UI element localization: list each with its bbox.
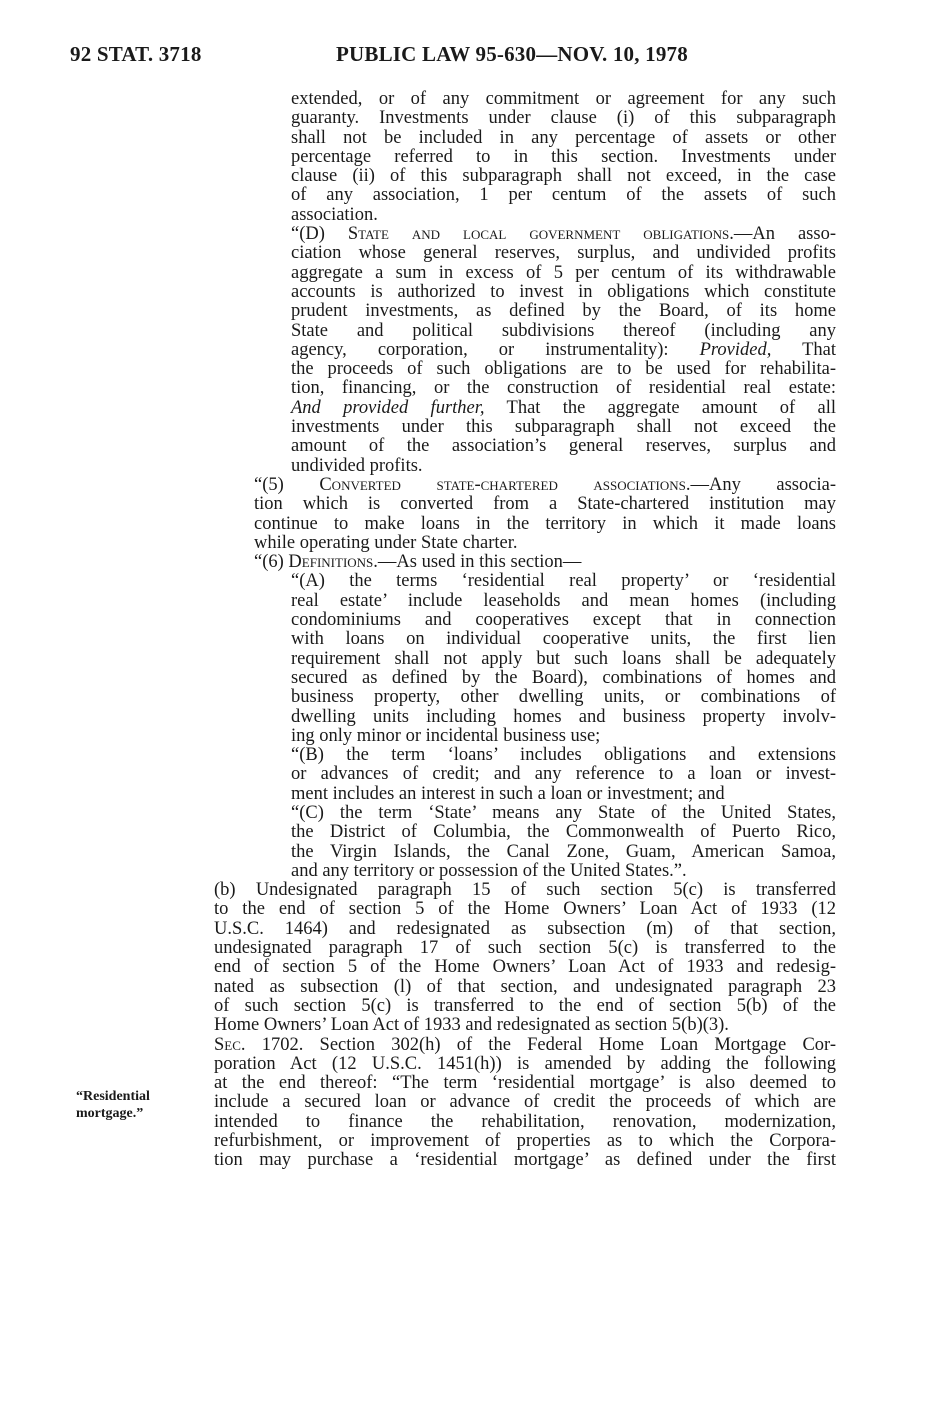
- text-line: [214, 186, 836, 205]
- text-line: [214, 978, 836, 997]
- text-line: [214, 129, 836, 148]
- margin-note-line: mortgage.”: [76, 1106, 144, 1121]
- text-line: [214, 341, 836, 360]
- section-heading: Converted state-chartered associations.: [319, 474, 691, 495]
- text-line: [214, 592, 836, 611]
- line-text: or advances of credit; and any reference to a loan or invest-: [291, 764, 836, 785]
- line-text: “(A) the terms ‘residential real property’ or ‘residential: [291, 571, 836, 592]
- line-text: prudent investments, as defined by the Board, of its home: [291, 301, 836, 322]
- line-text: (b) Undesignated paragraph 15 of such section 5(c) is transferred: [214, 880, 836, 901]
- line-text: the proceeds of such obligations are to be used for rehabilita-: [291, 359, 836, 380]
- line-text: while operating under State charter.: [254, 532, 518, 553]
- text-line: [214, 862, 836, 881]
- line-text: ing only minor or incidental business use;: [291, 725, 601, 746]
- line-text: guaranty. Investments under clause (i) of this subparagraph: [291, 108, 836, 129]
- text-line: [214, 109, 836, 128]
- line-text: tion which is converted from a State-chartered institution may: [254, 494, 836, 515]
- line-text: That the aggregate amount of all: [484, 397, 836, 418]
- text-line: [214, 708, 836, 727]
- line-text: end of section 5 of the Home Owners’ Loan Act of 1933 and redesig-: [214, 957, 836, 978]
- line-text: continue to make loans in the territory in which it made loans: [254, 513, 836, 534]
- section-heading: State and local government obligations.: [347, 224, 734, 245]
- text-line: [214, 148, 836, 167]
- text-line: [214, 360, 836, 379]
- text-line: [214, 843, 836, 862]
- line-text: —As used in this section—: [377, 552, 582, 573]
- text-line: [214, 515, 836, 534]
- line-text: Home Owners’ Loan Act of 1933 and redesignated as section 5(b)(3).: [214, 1015, 729, 1036]
- line-text: undivided profits.: [291, 455, 423, 476]
- line-text: business property, other dwelling units, or combinations of: [291, 687, 836, 708]
- text-line: [214, 958, 836, 977]
- statute-body: [214, 90, 836, 1171]
- line-text: poration Act (12 U.S.C. 1451(h)) is amended by adding the following: [214, 1053, 836, 1074]
- line-text: accounts is authorized to invest in obligations which constitute: [291, 281, 836, 302]
- text-line: [214, 534, 836, 553]
- text-line: [214, 1151, 836, 1170]
- text-line: [214, 553, 836, 572]
- text-line: [214, 437, 836, 456]
- law-title: PUBLIC LAW 95-630—NOV. 10, 1978: [336, 42, 688, 66]
- line-text: State and political subdivisions thereof (including any: [291, 320, 836, 341]
- text-line: [214, 206, 836, 225]
- line-text: requirement shall not apply but such loans shall be adequately: [291, 648, 836, 669]
- text-line: [214, 630, 836, 649]
- text-line: [214, 669, 836, 688]
- line-text: U.S.C. 1464) and redesignated as subsection (m) of that section,: [214, 918, 836, 939]
- text-line: [214, 1074, 836, 1093]
- line-text: ciation whose general reserves, surplus, and undivided profits: [291, 243, 836, 264]
- line-text: include a secured loan or advance of credit the proceeds of which are: [214, 1092, 836, 1113]
- text-line: [214, 244, 836, 263]
- line-text: condominiums and cooperatives except that in connection: [291, 610, 836, 631]
- line-prefix: “(6): [254, 552, 289, 573]
- line-text: association.: [291, 204, 378, 225]
- line-text: extended, or of any commitment or agreement for any such: [291, 89, 836, 109]
- line-prefix: agency, corporation, or instrumentality):: [291, 339, 700, 360]
- text-line: [214, 399, 836, 418]
- line-text: intended to finance the rehabilitation, renovation, modernization,: [214, 1111, 836, 1132]
- line-text: shall not be included in any percentage of assets or other: [291, 127, 836, 148]
- text-line: [214, 572, 836, 591]
- text-line: [214, 688, 836, 707]
- line-text: dwelling units including homes and business property involv-: [291, 706, 836, 727]
- line-text: nated as subsection (l) of that section, and undesignated paragraph 23: [214, 976, 836, 997]
- line-text: tion, financing, or the construction of residential real estate:: [291, 378, 836, 399]
- text-line: [214, 611, 836, 630]
- line-text: clause (ii) of this subparagraph shall not exceed, in the case: [291, 166, 836, 187]
- text-line: [214, 1016, 836, 1035]
- line-text: undesignated paragraph 17 of such section 5(c) is transferred to the: [214, 938, 836, 959]
- line-text: —An asso-: [733, 224, 836, 245]
- italic-phrase: And provided further,: [291, 397, 485, 418]
- text-line: [214, 997, 836, 1016]
- text-line: [214, 90, 836, 109]
- line-text: of any association, 1 per centum of the assets of such: [291, 185, 836, 206]
- text-line: [214, 1036, 836, 1055]
- text-line: [214, 379, 836, 398]
- line-text: investments under this subparagraph shall not exceed the: [291, 417, 836, 438]
- line-text: refurbishment, or improvement of properties as to which the Corpora-: [214, 1131, 836, 1152]
- text-line: [214, 765, 836, 784]
- line-text: and any territory or possession of the United States.”.: [291, 860, 687, 881]
- text-line: [214, 1113, 836, 1132]
- text-line: [214, 785, 836, 804]
- text-line: [214, 920, 836, 939]
- text-line: [214, 823, 836, 842]
- italic-phrase: Provided,: [699, 339, 772, 360]
- text-line: [214, 264, 836, 283]
- line-text: with loans on individual cooperative units, the first lien: [291, 629, 836, 650]
- text-line: [214, 804, 836, 823]
- line-text: the District of Columbia, the Commonwealth of Puerto Rico,: [291, 822, 836, 843]
- line-prefix: “(5): [254, 474, 320, 495]
- text-line: [214, 881, 836, 900]
- text-line: [214, 167, 836, 186]
- line-prefix: “(D): [291, 224, 348, 245]
- text-line: [214, 322, 836, 341]
- page-header: [0, 42, 940, 72]
- line-text: real estate’ include leaseholds and mean homes (including: [291, 590, 836, 611]
- line-text: That: [771, 339, 836, 360]
- line-text: aggregate a sum in excess of 5 per centum of its withdrawable: [291, 262, 836, 283]
- line-text: at the end thereof: “The term ‘residential mortgage’ is also deemed to: [214, 1073, 836, 1094]
- margin-note-line: “Residential: [76, 1089, 150, 1104]
- text-line: [214, 1093, 836, 1112]
- text-line: [214, 727, 836, 746]
- line-text: amount of the association’s general reserves, surplus and: [291, 436, 836, 457]
- page-citation: 92 STAT. 3718: [70, 42, 202, 66]
- line-text: tion may purchase a ‘residential mortgage’ as defined under the first: [214, 1150, 836, 1171]
- text-line: [214, 650, 836, 669]
- line-text: to the end of section 5 of the Home Owners’ Loan Act of 1933 (12: [214, 899, 836, 920]
- line-text: —Any associa-: [690, 474, 836, 495]
- line-text: percentage referred to in this section. Investments under: [291, 146, 836, 167]
- line-text: “(B) the term ‘loans’ includes obligations and extensions: [291, 745, 836, 766]
- line-prefix: Sec.: [214, 1034, 262, 1055]
- section-heading: Definitions.: [288, 552, 378, 573]
- text-line: [214, 457, 836, 476]
- text-line: [214, 746, 836, 765]
- line-text: secured as defined by the Board), combinations of homes and: [291, 667, 836, 688]
- text-line: [214, 283, 836, 302]
- line-text: of such section 5(c) is transferred to the end of section 5(b) of the: [214, 995, 836, 1016]
- text-line: [214, 418, 836, 437]
- text-line: [214, 900, 836, 919]
- line-text: “(C) the term ‘State’ means any State of the United States,: [291, 802, 836, 823]
- text-line: [214, 302, 836, 321]
- text-line: [214, 225, 836, 244]
- text-line: [214, 1055, 836, 1074]
- line-text: 1702. Section 302(h) of the Federal Home Loan Mortgage Cor-: [261, 1034, 836, 1055]
- text-line: [214, 939, 836, 958]
- line-text: ment includes an interest in such a loan or investment; and: [291, 783, 725, 804]
- line-text: the Virgin Islands, the Canal Zone, Guam, American Samoa,: [291, 841, 836, 862]
- margin-note: [76, 1088, 196, 1122]
- text-line: [214, 1132, 836, 1151]
- text-line: [214, 476, 836, 495]
- text-line: [214, 495, 836, 514]
